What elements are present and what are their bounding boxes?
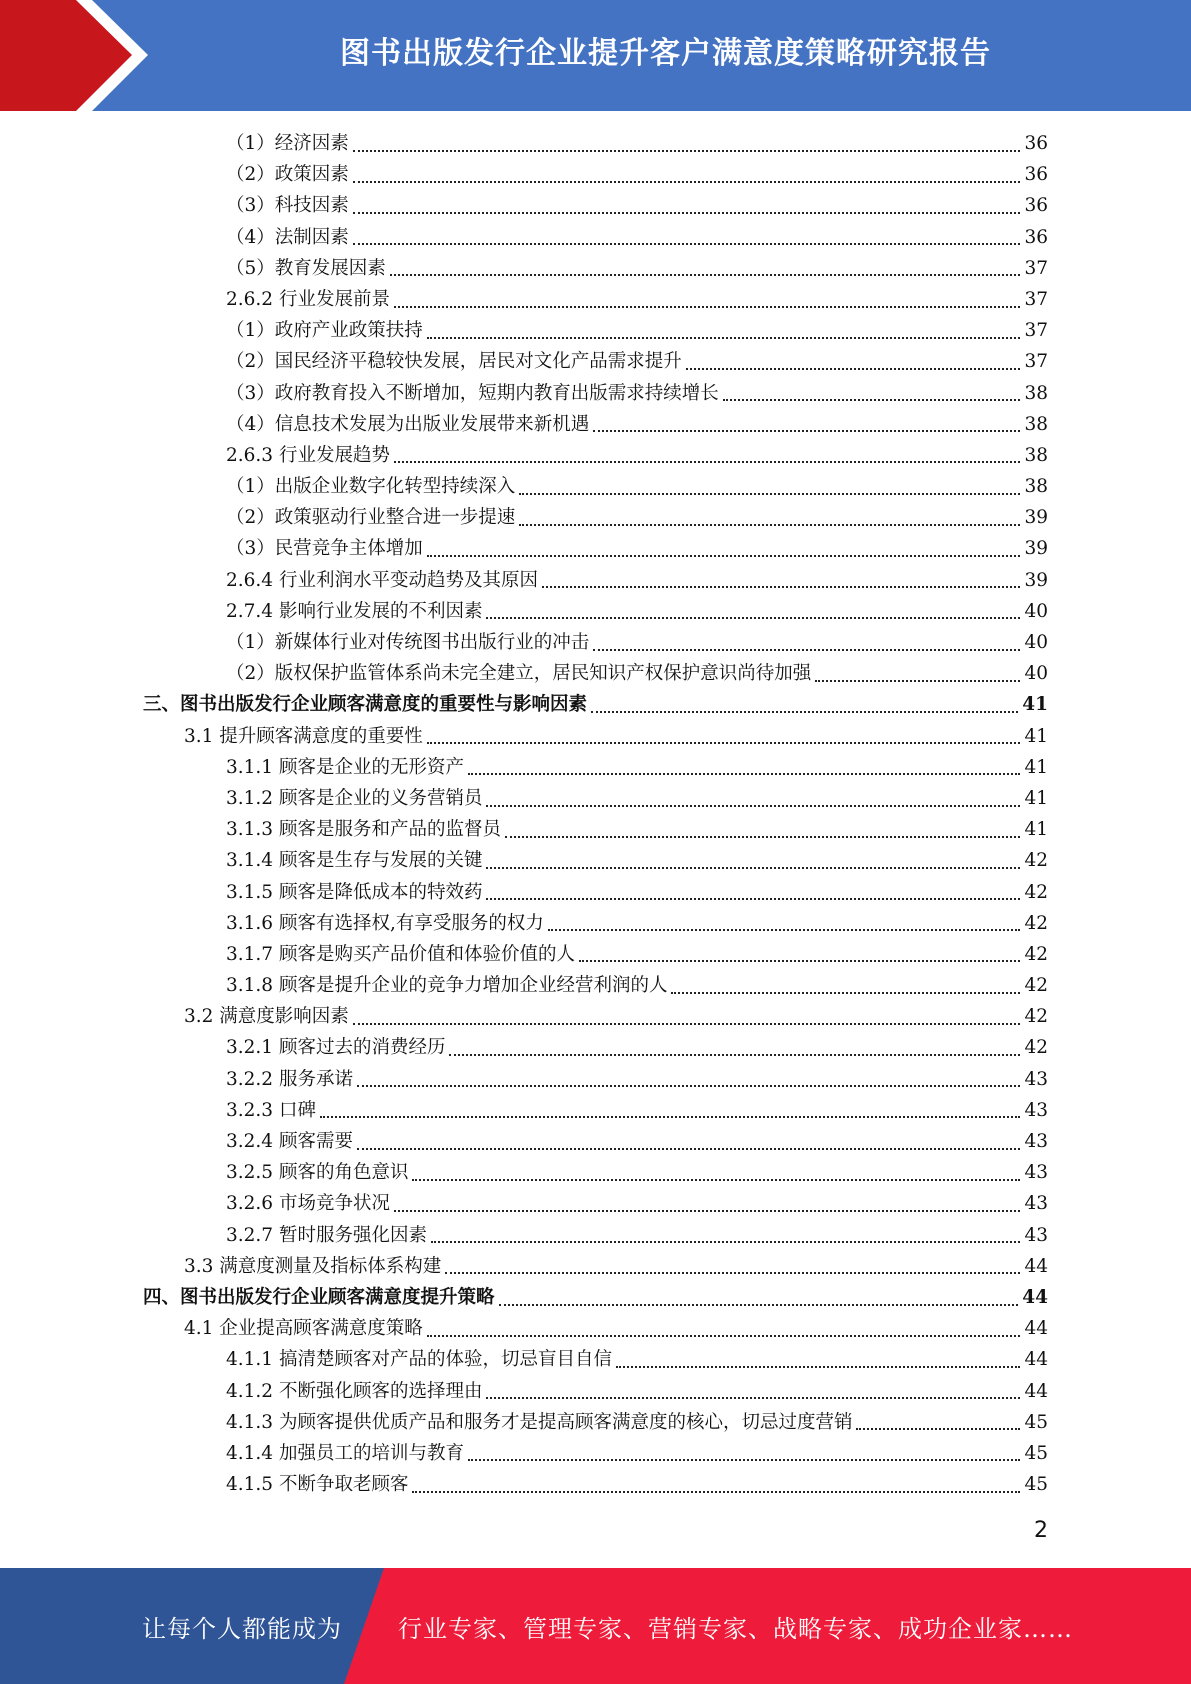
toc-entry-page: 41 xyxy=(1024,787,1048,809)
toc-entry[interactable] xyxy=(0,502,1191,533)
toc-entry-page: 45 xyxy=(1024,1474,1048,1496)
toc-entry-page: 36 xyxy=(1024,133,1048,154)
toc-entry-page: 42 xyxy=(1024,881,1048,903)
toc-entry-page: 43 xyxy=(1024,1099,1048,1121)
toc-dot-leader xyxy=(548,911,1021,931)
toc-entry-title: 4.1.2 不断强化顾客的选择理由 xyxy=(226,1380,483,1402)
toc-dot-leader xyxy=(468,1441,1020,1461)
toc-dot-leader xyxy=(486,1379,1020,1399)
toc-entry-title: （1）政府产业政策扶持 xyxy=(226,320,423,342)
toc-entry-page: 36 xyxy=(1024,164,1048,186)
toc-entry[interactable] xyxy=(0,440,1191,471)
toc-dot-leader xyxy=(320,1098,1021,1118)
toc-entry[interactable] xyxy=(0,721,1191,752)
toc-dot-leader xyxy=(486,599,1020,619)
toc-entry[interactable] xyxy=(0,877,1191,908)
toc-entry-page: 39 xyxy=(1024,507,1048,529)
toc-dot-leader xyxy=(468,755,1020,775)
toc-entry[interactable] xyxy=(0,1376,1191,1407)
toc-entry[interactable] xyxy=(0,1126,1191,1157)
toc-entry-page: 42 xyxy=(1024,975,1048,997)
toc-entry[interactable] xyxy=(0,1407,1191,1438)
toc-entry-page: 37 xyxy=(1024,320,1048,342)
toc-entry-title: （1）新媒体行业对传统图书出版行业的冲击 xyxy=(226,632,590,653)
toc-entry-title: 3.1.4 顾客是生存与发展的关键 xyxy=(226,850,483,872)
toc-dot-leader xyxy=(394,1192,1020,1212)
toc-entry[interactable] xyxy=(0,752,1191,783)
toc-entry-page: 42 xyxy=(1024,850,1048,872)
toc-entry[interactable] xyxy=(0,1064,1191,1095)
toc-dot-leader xyxy=(505,818,1020,838)
toc-entry-title: （5）教育发展因素 xyxy=(226,257,386,279)
toc-entry[interactable] xyxy=(0,1282,1191,1313)
toc-entry-title: 2.6.4 行业利润水平变动趋势及其原因 xyxy=(226,569,538,591)
toc-entry[interactable] xyxy=(0,1313,1191,1344)
toc-dot-leader xyxy=(357,1130,1021,1150)
toc-entry-title: 3.1.8 顾客是提升企业的竞争力增加企业经营利润的人 xyxy=(226,975,668,997)
footer-slogan-left: 让每个人都能成为 xyxy=(142,1614,342,1643)
toc-entry-title: 3.3 满意度测量及指标体系构建 xyxy=(184,1255,442,1277)
toc-entry[interactable] xyxy=(0,1438,1191,1469)
toc-entry-title: 3.1.5 顾客是降低成本的特效药 xyxy=(226,881,483,903)
toc-dot-leader xyxy=(427,319,1021,339)
toc-entry-page: 45 xyxy=(1024,1411,1048,1433)
toc-entry-page: 37 xyxy=(1024,351,1048,373)
toc-dot-leader xyxy=(431,1223,1020,1243)
toc-dot-leader xyxy=(542,568,1020,588)
toc-entry-title: 3.2.2 服务承诺 xyxy=(226,1068,353,1090)
toc-entry-title: 3.2.3 口碑 xyxy=(226,1099,316,1121)
toc-entry-title: （3）民营竞争主体增加 xyxy=(226,538,423,560)
toc-dot-leader xyxy=(671,974,1020,994)
toc-entry[interactable] xyxy=(0,1188,1191,1219)
table-of-contents xyxy=(0,128,1191,1500)
toc-dot-leader xyxy=(427,724,1021,744)
toc-dot-leader xyxy=(499,1286,1019,1306)
toc-entry-page: 43 xyxy=(1024,1224,1048,1246)
toc-entry-title: 3.2.7 暂时服务强化因素 xyxy=(226,1224,427,1246)
toc-entry[interactable] xyxy=(0,1001,1191,1032)
toc-entry-page: 43 xyxy=(1024,1068,1048,1090)
toc-dot-leader xyxy=(357,1067,1021,1087)
toc-entry-title: 3.2.6 市场竞争状况 xyxy=(226,1193,390,1215)
toc-entry-title: （3）政府教育投入不断增加，短期内教育出版需求持续增长 xyxy=(226,382,719,404)
toc-entry-page: 44 xyxy=(1024,1380,1048,1402)
toc-entry[interactable] xyxy=(0,222,1191,253)
toc-dot-leader xyxy=(486,880,1020,900)
footer-slogan-right: 行业专家、管理专家、营销专家、战略专家、成功企业家…… xyxy=(398,1614,1073,1643)
toc-entry-page: 44 xyxy=(1024,1318,1048,1340)
toc-dot-leader xyxy=(591,693,1018,713)
toc-dot-leader xyxy=(815,662,1020,682)
toc-dot-leader xyxy=(449,1036,1020,1056)
toc-entry-title: 三、图书出版发行企业顾客满意度的重要性与影响因素 xyxy=(143,694,588,716)
toc-dot-leader xyxy=(427,1317,1021,1337)
toc-entry-page: 40 xyxy=(1024,632,1048,653)
toc-entry-page: 36 xyxy=(1024,226,1048,248)
toc-entry-title: 4.1.3 为顾客提供优质产品和服务才是提高顾客满意度的核心，切忌过度营销 xyxy=(226,1411,853,1433)
toc-dot-leader xyxy=(856,1410,1020,1430)
toc-dot-leader xyxy=(353,163,1021,183)
toc-entry[interactable] xyxy=(0,970,1191,1001)
toc-entry[interactable] xyxy=(0,253,1191,284)
toc-entry-title: （4）信息技术发展为出版业发展带来新机遇 xyxy=(226,413,590,435)
toc-dot-leader xyxy=(486,849,1020,869)
toc-entry-page: 37 xyxy=(1024,257,1048,279)
toc-entry[interactable] xyxy=(0,284,1191,315)
toc-entry-page: 40 xyxy=(1024,663,1048,685)
toc-entry-title: （2）政策驱动行业整合进一步提速 xyxy=(226,507,516,529)
toc-entry[interactable] xyxy=(0,689,1191,720)
toc-dot-leader xyxy=(579,942,1020,962)
toc-dot-leader xyxy=(486,787,1020,807)
toc-entry[interactable] xyxy=(0,627,1191,658)
toc-entry-title: 4.1.1 搞清楚顾客对产品的体验，切忌盲目自信 xyxy=(226,1349,612,1371)
toc-entry-title: 2.6.3 行业发展趋势 xyxy=(226,444,390,466)
toc-entry-title: （2）政策因素 xyxy=(226,164,349,186)
toc-entry-page: 44 xyxy=(1024,1255,1048,1277)
toc-entry[interactable] xyxy=(0,658,1191,689)
page-number: 2 xyxy=(1034,1518,1048,1543)
toc-entry-page: 45 xyxy=(1024,1442,1048,1464)
toc-entry[interactable] xyxy=(0,596,1191,627)
toc-entry-page: 39 xyxy=(1024,538,1048,560)
toc-dot-leader xyxy=(390,256,1021,276)
toc-entry-page: 38 xyxy=(1024,413,1048,435)
toc-entry-page: 43 xyxy=(1024,1193,1048,1215)
toc-entry-page: 42 xyxy=(1024,943,1048,965)
toc-entry-page: 42 xyxy=(1024,1006,1048,1028)
toc-entry-title: 4.1.5 不断争取老顾客 xyxy=(226,1474,409,1496)
toc-dot-leader xyxy=(686,350,1021,370)
toc-entry-title: 4.1 企业提高顾客满意度策略 xyxy=(184,1318,423,1340)
toc-entry-page: 41 xyxy=(1022,694,1048,716)
toc-entry[interactable] xyxy=(0,190,1191,221)
toc-dot-leader xyxy=(412,1473,1020,1493)
toc-dot-leader xyxy=(427,537,1021,557)
toc-entry-title: 2.6.2 行业发展前景 xyxy=(226,288,390,310)
toc-entry[interactable] xyxy=(0,565,1191,596)
toc-dot-leader xyxy=(593,631,1020,651)
toc-entry[interactable] xyxy=(0,533,1191,564)
toc-entry-page: 38 xyxy=(1024,382,1048,404)
toc-entry[interactable] xyxy=(0,409,1191,440)
footer-banner xyxy=(0,1568,1191,1684)
toc-entry-title: 3.1.7 顾客是购买产品价值和体验价值的人 xyxy=(226,943,575,965)
toc-entry[interactable] xyxy=(0,1095,1191,1126)
toc-entry[interactable] xyxy=(0,845,1191,876)
toc-entry[interactable] xyxy=(0,378,1191,409)
toc-entry-page: 43 xyxy=(1024,1162,1048,1184)
toc-dot-leader xyxy=(519,506,1020,526)
toc-entry[interactable] xyxy=(0,1157,1191,1188)
toc-entry-title: 3.1.1 顾客是企业的无形资产 xyxy=(226,756,464,778)
toc-entry-title: 2.7.4 影响行业发展的不利因素 xyxy=(226,600,483,622)
toc-entry-page: 37 xyxy=(1024,288,1048,310)
toc-entry-title: （1）经济因素 xyxy=(226,133,349,154)
toc-entry-page: 44 xyxy=(1024,1349,1048,1371)
toc-entry-title: 3.1 提升顾客满意度的重要性 xyxy=(184,725,423,747)
toc-entry[interactable] xyxy=(0,315,1191,346)
toc-entry-page: 41 xyxy=(1024,819,1048,841)
toc-entry-title: （4）法制因素 xyxy=(226,226,349,248)
toc-entry-title: （1）出版企业数字化转型持续深入 xyxy=(226,476,516,498)
toc-entry[interactable] xyxy=(0,159,1191,190)
toc-entry[interactable] xyxy=(0,1220,1191,1251)
toc-entry[interactable] xyxy=(0,908,1191,939)
document-title: 图书出版发行企业提升客户满意度策略研究报告 xyxy=(340,36,991,71)
toc-entry[interactable] xyxy=(0,814,1191,845)
toc-entry-title: 四、图书出版发行企业顾客满意度提升策略 xyxy=(143,1286,495,1308)
toc-entry[interactable] xyxy=(0,128,1191,159)
toc-entry-title: （2）版权保护监管体系尚未完全建立，居民知识产权保护意识尚待加强 xyxy=(226,663,812,685)
toc-entry[interactable] xyxy=(0,471,1191,502)
toc-dot-leader xyxy=(445,1254,1020,1274)
toc-dot-leader xyxy=(353,194,1021,214)
toc-dot-leader xyxy=(353,225,1021,245)
toc-entry-title: 3.1.6 顾客有选择权,有享受服务的权力 xyxy=(226,912,544,934)
toc-entry-title: 3.1.2 顾客是企业的义务营销员 xyxy=(226,787,483,809)
toc-entry-title: 4.1.4 加强员工的培训与教育 xyxy=(226,1442,464,1464)
toc-dot-leader xyxy=(723,381,1021,401)
header-banner xyxy=(0,0,1191,111)
toc-entry-page: 36 xyxy=(1024,195,1048,217)
toc-entry-title: 3.2.1 顾客过去的消费经历 xyxy=(226,1037,446,1059)
toc-entry-title: （3）科技因素 xyxy=(226,195,349,217)
toc-entry[interactable] xyxy=(0,1251,1191,1282)
toc-dot-leader xyxy=(394,288,1020,308)
toc-dot-leader xyxy=(394,443,1020,463)
toc-dot-leader xyxy=(353,1005,1021,1025)
toc-dot-leader xyxy=(353,132,1021,152)
toc-entry[interactable] xyxy=(0,939,1191,970)
toc-entry-page: 41 xyxy=(1024,756,1048,778)
toc-entry[interactable] xyxy=(0,346,1191,377)
toc-entry[interactable] xyxy=(0,1032,1191,1063)
toc-entry-page: 42 xyxy=(1024,1037,1048,1059)
toc-entry[interactable] xyxy=(0,783,1191,814)
toc-entry-page: 38 xyxy=(1024,444,1048,466)
toc-dot-leader xyxy=(519,475,1020,495)
toc-entry-title: 3.2 满意度影响因素 xyxy=(184,1006,349,1028)
toc-entry[interactable] xyxy=(0,1344,1191,1375)
toc-entry-page: 42 xyxy=(1024,912,1048,934)
toc-dot-leader xyxy=(412,1161,1020,1181)
toc-entry-page: 43 xyxy=(1024,1131,1048,1152)
toc-entry[interactable] xyxy=(0,1469,1191,1500)
toc-dot-leader xyxy=(593,412,1020,432)
toc-entry-title: 3.2.5 顾客的角色意识 xyxy=(226,1162,409,1184)
toc-entry-page: 39 xyxy=(1024,569,1048,591)
toc-dot-leader xyxy=(616,1348,1020,1368)
toc-entry-title: 3.1.3 顾客是服务和产品的监督员 xyxy=(226,819,501,841)
toc-entry-page: 40 xyxy=(1024,600,1048,622)
toc-entry-page: 38 xyxy=(1024,476,1048,498)
toc-entry-page: 41 xyxy=(1024,725,1048,747)
toc-entry-title: （2）国民经济平稳较快发展，居民对文化产品需求提升 xyxy=(226,351,682,373)
toc-entry-title: 3.2.4 顾客需要 xyxy=(226,1131,353,1152)
toc-entry-page: 44 xyxy=(1022,1286,1048,1308)
